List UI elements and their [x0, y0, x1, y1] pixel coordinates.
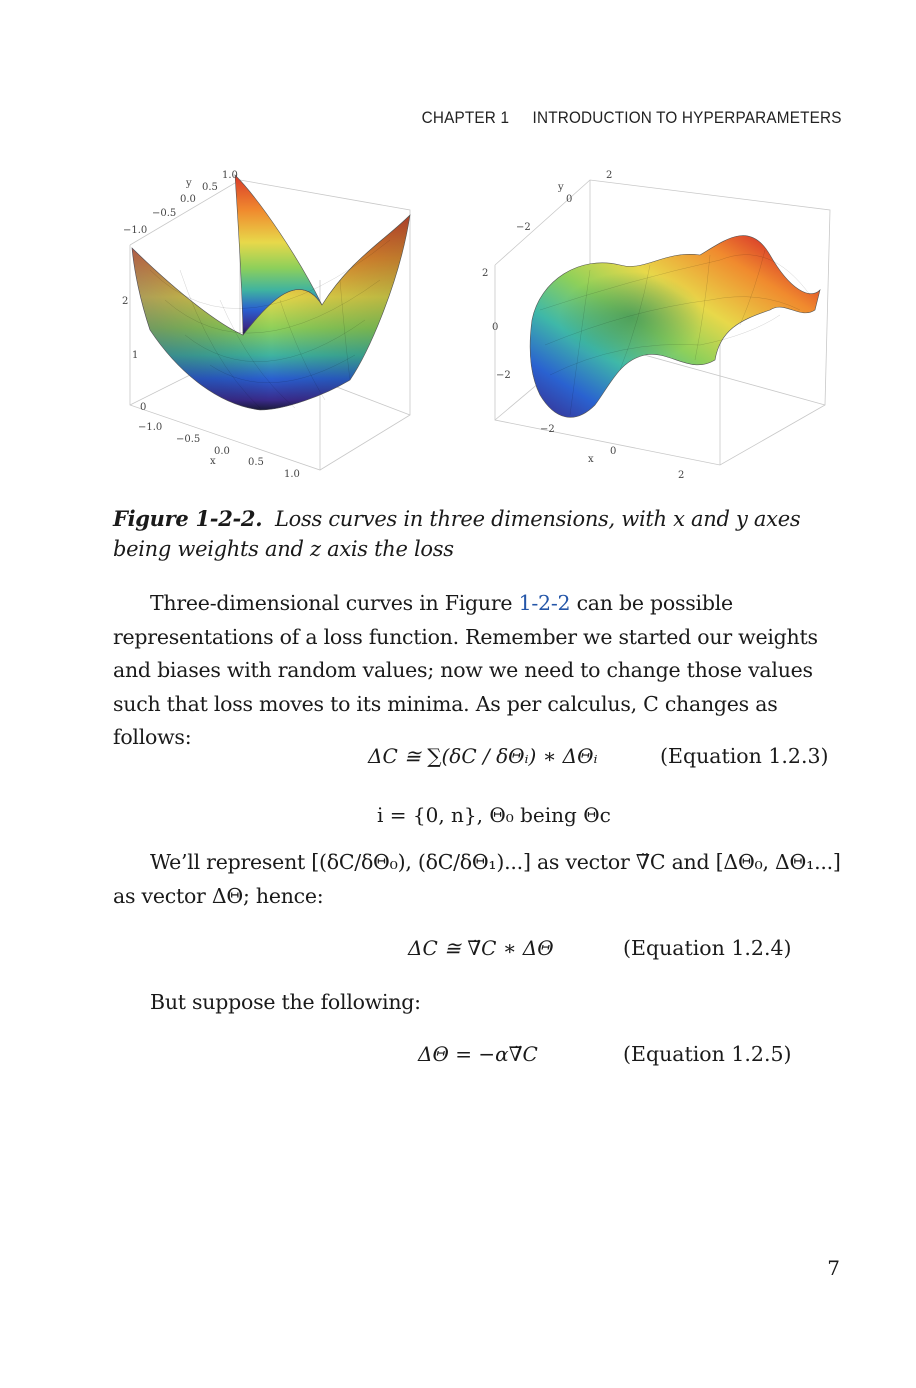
- z-tick-label: 0: [140, 402, 147, 413]
- equation-1-2-5: ΔΘ = −α∇̈C: [418, 1042, 538, 1066]
- y-tick-label: 1.0: [222, 170, 238, 181]
- y-tick-label: −0.5: [152, 208, 177, 219]
- figure-caption-text: Loss curves in three dimensions, with x and y axes being weights and z axis the loss: [113, 507, 801, 561]
- equation-condition: i = {0, n}, Θ₀ being Θc: [377, 803, 611, 827]
- equation-number: (Equation 1.2.5): [623, 1042, 792, 1066]
- x-tick-label: 1.0: [284, 469, 300, 480]
- paragraph-text: can be possible representations of a loss function. Remember we started our weights and biases with random values; now we need to change those values such that loss moves to its minima. As per calculus, C changes as follows:: [113, 591, 818, 749]
- y-axis-label: y: [186, 178, 192, 189]
- y-tick-label: 0.5: [202, 182, 218, 193]
- x-tick-label: 0: [610, 446, 617, 457]
- y-tick-label: 0.0: [180, 194, 196, 205]
- y-axis-label: y: [558, 182, 564, 193]
- paragraph-text: But suppose the following:: [150, 990, 421, 1014]
- paragraph-2: [113, 846, 843, 913]
- y-tick-label: −1.0: [123, 225, 148, 236]
- equation-number: (Equation 1.2.4): [623, 936, 792, 960]
- figure-link[interactable]: 1-2-2: [518, 591, 571, 615]
- x-tick-label: 2: [678, 470, 685, 481]
- x-tick-label: −2: [540, 424, 555, 435]
- equation-1-2-3: ΔC ≅ ∑(δC / δΘᵢ) ∗ ΔΘᵢ: [368, 744, 598, 768]
- y-tick-label: 0: [566, 194, 573, 205]
- y-tick-label: −2: [516, 222, 531, 233]
- figure-label: Figure 1-2-2.: [113, 506, 263, 531]
- paragraph-text: Three-dimensional curves in Figure: [150, 591, 519, 615]
- equation-1-2-4: ΔC ≅ ∇̈C ∗ ΔΘ: [408, 936, 554, 960]
- x-tick-label: −0.5: [176, 434, 201, 445]
- paragraph-text: We’ll represent [(δC/δΘ₀), (δC/δΘ₁)...] as vector ∇̈C and [ΔΘ₀, ΔΘ₁...] as vector ΔΘ; hence:: [113, 850, 841, 908]
- figure-caption: [113, 504, 833, 564]
- y-tick-label: 2: [606, 170, 613, 181]
- x-tick-label: −1.0: [138, 422, 163, 433]
- chapter-title: INTRODUCTION TO HYPERPARAMETERS: [532, 108, 842, 127]
- x-axis-label: x: [588, 454, 594, 465]
- paraboloid-surface-plot: [110, 160, 430, 490]
- x-tick-label: 0.5: [248, 457, 264, 468]
- paragraph-3: [113, 986, 843, 1020]
- equation-number: (Equation 1.2.3): [660, 744, 829, 768]
- chapter-label: CHAPTER 1: [422, 108, 510, 127]
- z-tick-label: 2: [482, 268, 489, 279]
- paragraph-1: [113, 587, 843, 755]
- x-tick-label: 0.0: [214, 446, 230, 457]
- z-tick-label: −2: [496, 370, 511, 381]
- z-tick-label: 0: [492, 322, 499, 333]
- z-tick-label: 1: [132, 350, 139, 361]
- running-header: [422, 108, 842, 128]
- page-number: 7: [827, 1256, 840, 1280]
- z-tick-label: 2: [122, 296, 129, 307]
- x-axis-label: x: [210, 456, 216, 467]
- wavy-surface-plot: [470, 160, 840, 490]
